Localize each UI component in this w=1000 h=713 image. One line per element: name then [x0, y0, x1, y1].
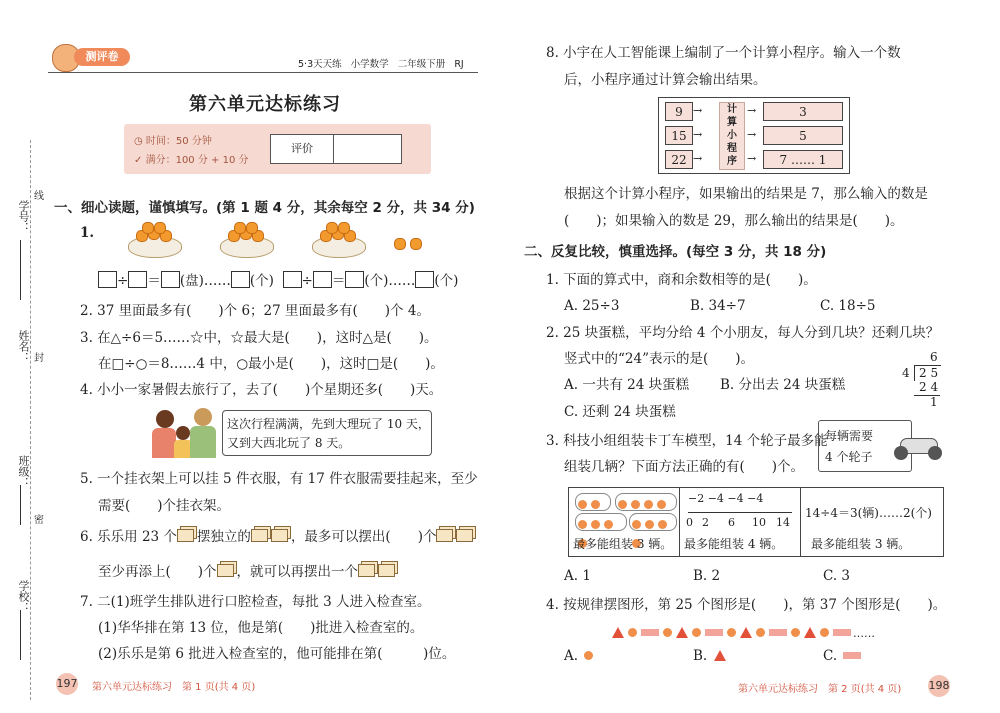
arrow-right-icon: →: [693, 152, 703, 165]
orange-icon: [410, 238, 422, 250]
s2-q2-line-2: 竖式中的“24”表示的是( )。: [564, 351, 755, 367]
output-value: 3: [763, 102, 843, 121]
evaluation-box: [270, 134, 402, 164]
evaluation-field[interactable]: [334, 135, 401, 163]
header-rule: [48, 72, 478, 73]
answer-box[interactable]: [345, 271, 364, 288]
triangle-icon: [612, 627, 624, 638]
class-field[interactable]: [20, 485, 21, 525]
s2-q4-option-b[interactable]: B.: [693, 647, 728, 665]
method-1: [569, 488, 680, 556]
right-page-number: 198: [928, 675, 950, 697]
answer-box[interactable]: [161, 271, 180, 288]
header-meta: [298, 56, 464, 70]
s2-q1-option-b[interactable]: B. 34÷7: [690, 298, 746, 314]
s2-q2-line-1: 2. 25 块蛋糕，平均分给 4 个小朋友，每人分到几块？还剩几块？: [546, 325, 940, 341]
s2-q2-option-c[interactable]: C. 还剩 24 块蛋糕: [564, 404, 676, 420]
section-1-heading: 一、细心读题，谨慎填写。(第 1 题 4 分，其余每空 2 分，共 34 分): [54, 200, 475, 216]
circle-icon: [820, 628, 829, 637]
s2-q2-option-a[interactable]: A. 一共有 24 块蛋糕: [564, 377, 690, 393]
time-info: ◷ 时间：50 分钟: [134, 136, 212, 147]
wheel-note-line-1: 每辆需要: [825, 429, 874, 443]
circle-icon: [791, 628, 800, 637]
badge-label: 测评卷: [74, 48, 130, 66]
cube-shape-icon: [378, 564, 395, 577]
q1-equation-row: ÷ ＝ (盘)…… (个) ÷ ＝ (个)…… (个): [98, 271, 458, 290]
s2-q4-option-a[interactable]: A.: [564, 647, 595, 665]
triangle-icon: [804, 627, 816, 638]
left-page-number: 197: [56, 673, 78, 695]
arrow-right-icon: →: [747, 128, 757, 141]
quotient: 6: [930, 350, 938, 364]
q3-line-2: 在□÷○＝8……4 中，○最小是( )，这时□是( )。: [98, 356, 444, 372]
bubble-line-1: 这次行程满满，先到大理玩了 10 天，: [227, 417, 430, 431]
check-icon: ✓: [134, 155, 143, 166]
bubble-line-2: 又到大西北玩了 8 天。: [227, 436, 351, 450]
clock-icon: ◷: [134, 136, 143, 147]
arrow-right-icon: →: [747, 152, 757, 165]
shape-pattern: [610, 622, 875, 641]
q6-line-1: 6. 乐乐用 23 个 摆独立的 ，最多可以摆出( )个: [80, 528, 476, 546]
q6-line-2: 至少再添上( )个 ，就可以再摆出一个: [98, 563, 398, 581]
input-value: 15: [665, 126, 693, 145]
answer-box[interactable]: [283, 271, 302, 288]
arrow-right-icon: →: [747, 104, 757, 117]
info-panel: [124, 124, 431, 174]
name-label: 姓名：: [17, 330, 30, 363]
grade-name: 二年级下册: [397, 59, 446, 70]
s2-q3-option-c[interactable]: C. 3: [823, 568, 851, 584]
q2: 2. 37 里面最多有( )个 6；27 里面最多有( )个 4。: [80, 303, 430, 319]
triangle-icon: [676, 627, 688, 638]
circle-icon: [727, 628, 736, 637]
pattern-ellipsis: ……: [853, 627, 875, 640]
cube-shape-icon: [271, 529, 288, 542]
answer-box[interactable]: [128, 271, 147, 288]
small-cube-icon: [177, 529, 194, 542]
method-panel: [568, 487, 944, 557]
rectangle-icon: [843, 652, 861, 659]
r-q8-line-3: 根据这个计算小程序，如果输出的结果是 7，那么输入的数是: [564, 186, 928, 202]
method-3-caption: 最多能组装 3 辆。: [811, 537, 911, 551]
seal-line-mark: 线: [34, 191, 44, 202]
answer-box[interactable]: [98, 271, 117, 288]
circle-icon: [692, 628, 701, 637]
s2-q4: 4. 按规律摆图形，第 25 个图形是( )，第 37 个图形是( )。: [546, 597, 947, 613]
cube-shape-icon: [251, 529, 268, 542]
s2-q4-option-c[interactable]: C.: [823, 647, 863, 665]
s2-q1-option-a[interactable]: A. 25÷3: [564, 298, 620, 314]
evaluation-label: 评价: [271, 135, 334, 163]
seal-feng-mark: 封: [34, 353, 44, 364]
triangle-icon: [740, 627, 752, 638]
orange-icon: [394, 238, 406, 250]
badge: [52, 44, 132, 70]
answer-box[interactable]: [313, 271, 332, 288]
page-title: 第六单元达标练习: [189, 94, 341, 115]
number-line: [688, 512, 792, 513]
q5-line-1: 5. 一个挂衣架上可以挂 5 件衣服，有 17 件衣服需要挂起来，至少: [80, 471, 478, 487]
tick-label: 14: [776, 516, 790, 529]
left-footer-text: 第六单元达标练习 第 1 页(共 4 页): [92, 682, 256, 693]
tick-label: 6: [728, 516, 735, 529]
method-2-caption: 最多能组装 4 辆。: [684, 537, 784, 551]
circle-icon: [584, 651, 593, 660]
divisor: 4: [902, 366, 910, 380]
right-footer-text: 第六单元达标练习 第 2 页(共 4 页): [738, 684, 902, 695]
r-q8-line-4: ( )；如果输入的数是 29，那么输出的结果是( )。: [564, 213, 904, 229]
tick-label: 0: [686, 516, 693, 529]
output-value: 7 …… 1: [763, 150, 843, 169]
answer-box[interactable]: [415, 271, 434, 288]
circle-icon: [663, 628, 672, 637]
student-number-label: 学号：: [17, 200, 30, 233]
r-q8-line-2: 后，小程序通过计算会输出结果。: [564, 72, 767, 88]
q5-line-2: 需要( )个挂衣架。: [98, 498, 231, 514]
s2-q1-option-c[interactable]: C. 18÷5: [820, 298, 876, 314]
seal-mi-mark: 密: [34, 515, 44, 526]
q7-line-3: (2)乐乐是第 6 批进入检查室的，他可能排在第( )位。: [98, 646, 456, 662]
input-value: 22: [665, 150, 693, 169]
q3-line-1: 3. 在△÷6＝5……☆中，☆最大是( )，这时△是( )。: [80, 330, 438, 346]
s2-q1: 1. 下面的算式中，商和余数相等的是( )。: [546, 272, 817, 288]
q1-number: 1.: [80, 225, 95, 241]
binding-strip: [0, 0, 48, 713]
q7-line-2: (1)华华排在第 13 位，他是第( )批进入检查室的。: [98, 620, 424, 636]
score-info: ✓ 满分：100 分 + 10 分: [134, 155, 249, 166]
s2-q3-option-a[interactable]: A. 1: [564, 568, 591, 584]
remainder: 1: [930, 395, 938, 409]
q7-line-1: 7. 二(1)班学生排队进行口腔检查，每批 3 人进入检查室。: [80, 594, 431, 610]
input-value: 9: [665, 102, 693, 121]
triangle-icon: [714, 650, 726, 661]
wheel-note-line-2: 4 个轮子: [825, 450, 873, 464]
rectangle-icon: [769, 629, 787, 636]
s2-q3-line-1: 3. 科技小组组装卡丁车模型，14 个轮子最多能: [546, 433, 828, 449]
student-number-field[interactable]: [20, 240, 21, 300]
output-value: 5: [763, 126, 843, 145]
program-diagram: [658, 97, 850, 174]
product: 2 4: [919, 380, 939, 394]
dividend: 2 5: [919, 366, 939, 380]
edition-name: RJ: [454, 59, 464, 70]
q1-fruit-picture: [128, 222, 468, 258]
cube-shape-icon: [436, 529, 453, 542]
rectangle-icon: [705, 629, 723, 636]
school-field[interactable]: [20, 610, 21, 660]
school-label: 学校：: [17, 580, 30, 613]
circle-icon: [628, 628, 637, 637]
s2-q3-option-b[interactable]: B. 2: [693, 568, 721, 584]
method-1-caption: 最多能组装 3 辆。: [573, 537, 673, 551]
series-name: 5·3天天练: [298, 59, 342, 70]
circle-icon: [756, 628, 765, 637]
long-division: [900, 350, 944, 410]
kart-icon: [888, 428, 948, 464]
section-2-heading: 二、反复比较，慎重选择。(每空 3 分，共 18 分): [524, 244, 827, 260]
rectangle-icon: [833, 629, 851, 636]
q4: 4. 小小一家暑假去旅行了，去了( )个星期还多( )天。: [80, 382, 443, 398]
output-column: [747, 102, 847, 168]
arrow-right-icon: →: [693, 128, 703, 141]
method-2: [680, 488, 801, 556]
tick-label: 2: [702, 516, 709, 529]
answer-box[interactable]: [231, 271, 250, 288]
family-illustration: [150, 408, 220, 460]
r-q8-line-1: 8. 小宇在人工智能课上编制了一个计算小程序。输入一个数: [546, 45, 901, 61]
method-3: [801, 488, 943, 556]
s2-q3-line-2: 组装几辆？下面方法正确的有( )个。: [564, 459, 805, 475]
method-3-formula: 14÷4＝3(辆)……2(个): [805, 506, 932, 520]
program-box: 计 算 小 程 序: [719, 102, 745, 170]
cube-shape-icon: [456, 529, 473, 542]
input-column: [663, 102, 709, 168]
subject-name: 小学数学: [350, 59, 389, 70]
rectangle-icon: [641, 629, 659, 636]
small-cube-icon: [217, 564, 234, 577]
class-label: 班级：: [17, 455, 30, 488]
tick-label: 10: [752, 516, 766, 529]
number-line-steps: −2 −4 −4 −4: [688, 492, 764, 505]
arrow-right-icon: →: [693, 104, 703, 117]
cube-shape-icon: [358, 564, 375, 577]
s2-q2-option-b[interactable]: B. 分出去 24 块蛋糕: [720, 377, 846, 393]
speech-bubble: [222, 410, 432, 456]
